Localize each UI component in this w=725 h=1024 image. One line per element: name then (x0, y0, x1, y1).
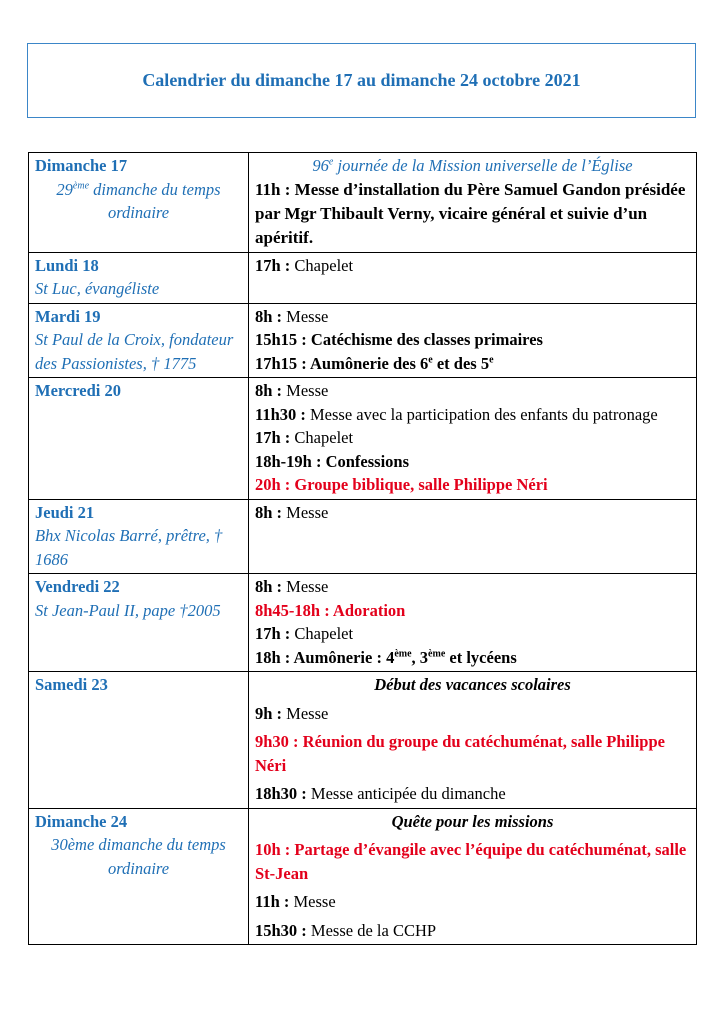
table-row (29, 574, 697, 672)
day-cell (29, 672, 249, 809)
event: 9h : Messe (255, 703, 329, 723)
day-header: 96e journée de la Mission universelle de l’Église (312, 156, 633, 175)
table-row (29, 672, 697, 809)
events-cell (249, 153, 697, 253)
day-cell (29, 808, 249, 945)
table-row (29, 153, 697, 253)
events-cell (249, 574, 697, 672)
event: 18h : Aumônerie : 4ème, 3ème et lycéens (255, 647, 517, 667)
event: 8h : Messe (255, 577, 329, 596)
day-subtitle: Bhx Nicolas Barré, prêtre, † 1686 (35, 526, 223, 569)
event: 17h : Chapelet (255, 428, 354, 447)
events-cell (249, 499, 697, 574)
day-name: Lundi 18 (35, 255, 99, 275)
day-cell (29, 574, 249, 672)
day-name: Mardi 19 (35, 306, 101, 326)
event: 11h : Messe d’installation du Père Samuel Gandon présidée par Mgr Thibault Verny, vicaire général et suivie d’un apéritif. (255, 179, 686, 247)
event: 18h30 : Messe anticipée du dimanche (255, 784, 506, 803)
day-name: Samedi 23 (35, 675, 108, 694)
day-name: Mercredi 20 (35, 381, 121, 400)
day-cell (29, 153, 249, 253)
event-highlight: 8h45-18h : Adoration (255, 600, 406, 620)
calendar-table (28, 152, 697, 945)
event: 17h15 : Aumônerie des 6e et des 5e (255, 353, 494, 373)
event: 15h15 : Catéchisme des classes primaires (255, 330, 543, 349)
day-header: Début des vacances scolaires (374, 675, 571, 694)
day-name: Dimanche 17 (35, 156, 128, 175)
events-cell (249, 808, 697, 945)
event: 17h : Chapelet (255, 255, 354, 275)
event-highlight: 9h30 : Réunion du groupe du catéchuménat, salle Philippe Néri (255, 732, 665, 775)
day-cell (29, 499, 249, 574)
day-name: Dimanche 24 (35, 811, 128, 831)
table-row (29, 252, 697, 303)
day-cell (29, 378, 249, 500)
day-name: Jeudi 21 (35, 502, 95, 522)
event: 15h30 : Messe de la CCHP (255, 920, 437, 940)
day-subtitle: St Luc, évangéliste (35, 279, 160, 298)
event-highlight: 20h : Groupe biblique, salle Philippe Néri (255, 475, 548, 494)
events-cell (249, 303, 697, 378)
table-row (29, 808, 697, 945)
event: 11h30 : Messe avec la participation des enfants du patronage (255, 404, 658, 424)
day-subtitle: St Paul de la Croix, fondateur des Passionistes, † 1775 (35, 330, 234, 373)
table-row (29, 499, 697, 574)
event: 17h : Chapelet (255, 624, 354, 643)
event: 11h : Messe (255, 892, 336, 911)
day-cell (29, 303, 249, 378)
day-subtitle: St Jean-Paul II, pape †2005 (35, 600, 221, 620)
table-row (29, 378, 697, 500)
page-title: Calendrier du dimanche 17 au dimanche 24 octobre 2021 (142, 70, 581, 90)
day-header: Quête pour les missions (391, 811, 554, 831)
event-highlight: 10h : Partage d’évangile avec l’équipe du catéchuménat, salle St-Jean (255, 840, 687, 883)
event: 18h-19h : Confessions (255, 451, 410, 471)
event: 8h : Messe (255, 381, 329, 400)
day-cell (29, 252, 249, 303)
title-box (27, 43, 696, 118)
event: 8h : Messe (255, 306, 329, 326)
events-cell (249, 378, 697, 500)
events-cell (249, 672, 697, 809)
day-subtitle: 30ème dimanche du temps ordinaire (51, 835, 226, 878)
event: 8h : Messe (255, 502, 329, 522)
day-subtitle: 29ème dimanche du temps ordinaire (56, 179, 221, 222)
day-name: Vendredi 22 (35, 577, 120, 596)
events-cell (249, 252, 697, 303)
table-row (29, 303, 697, 378)
